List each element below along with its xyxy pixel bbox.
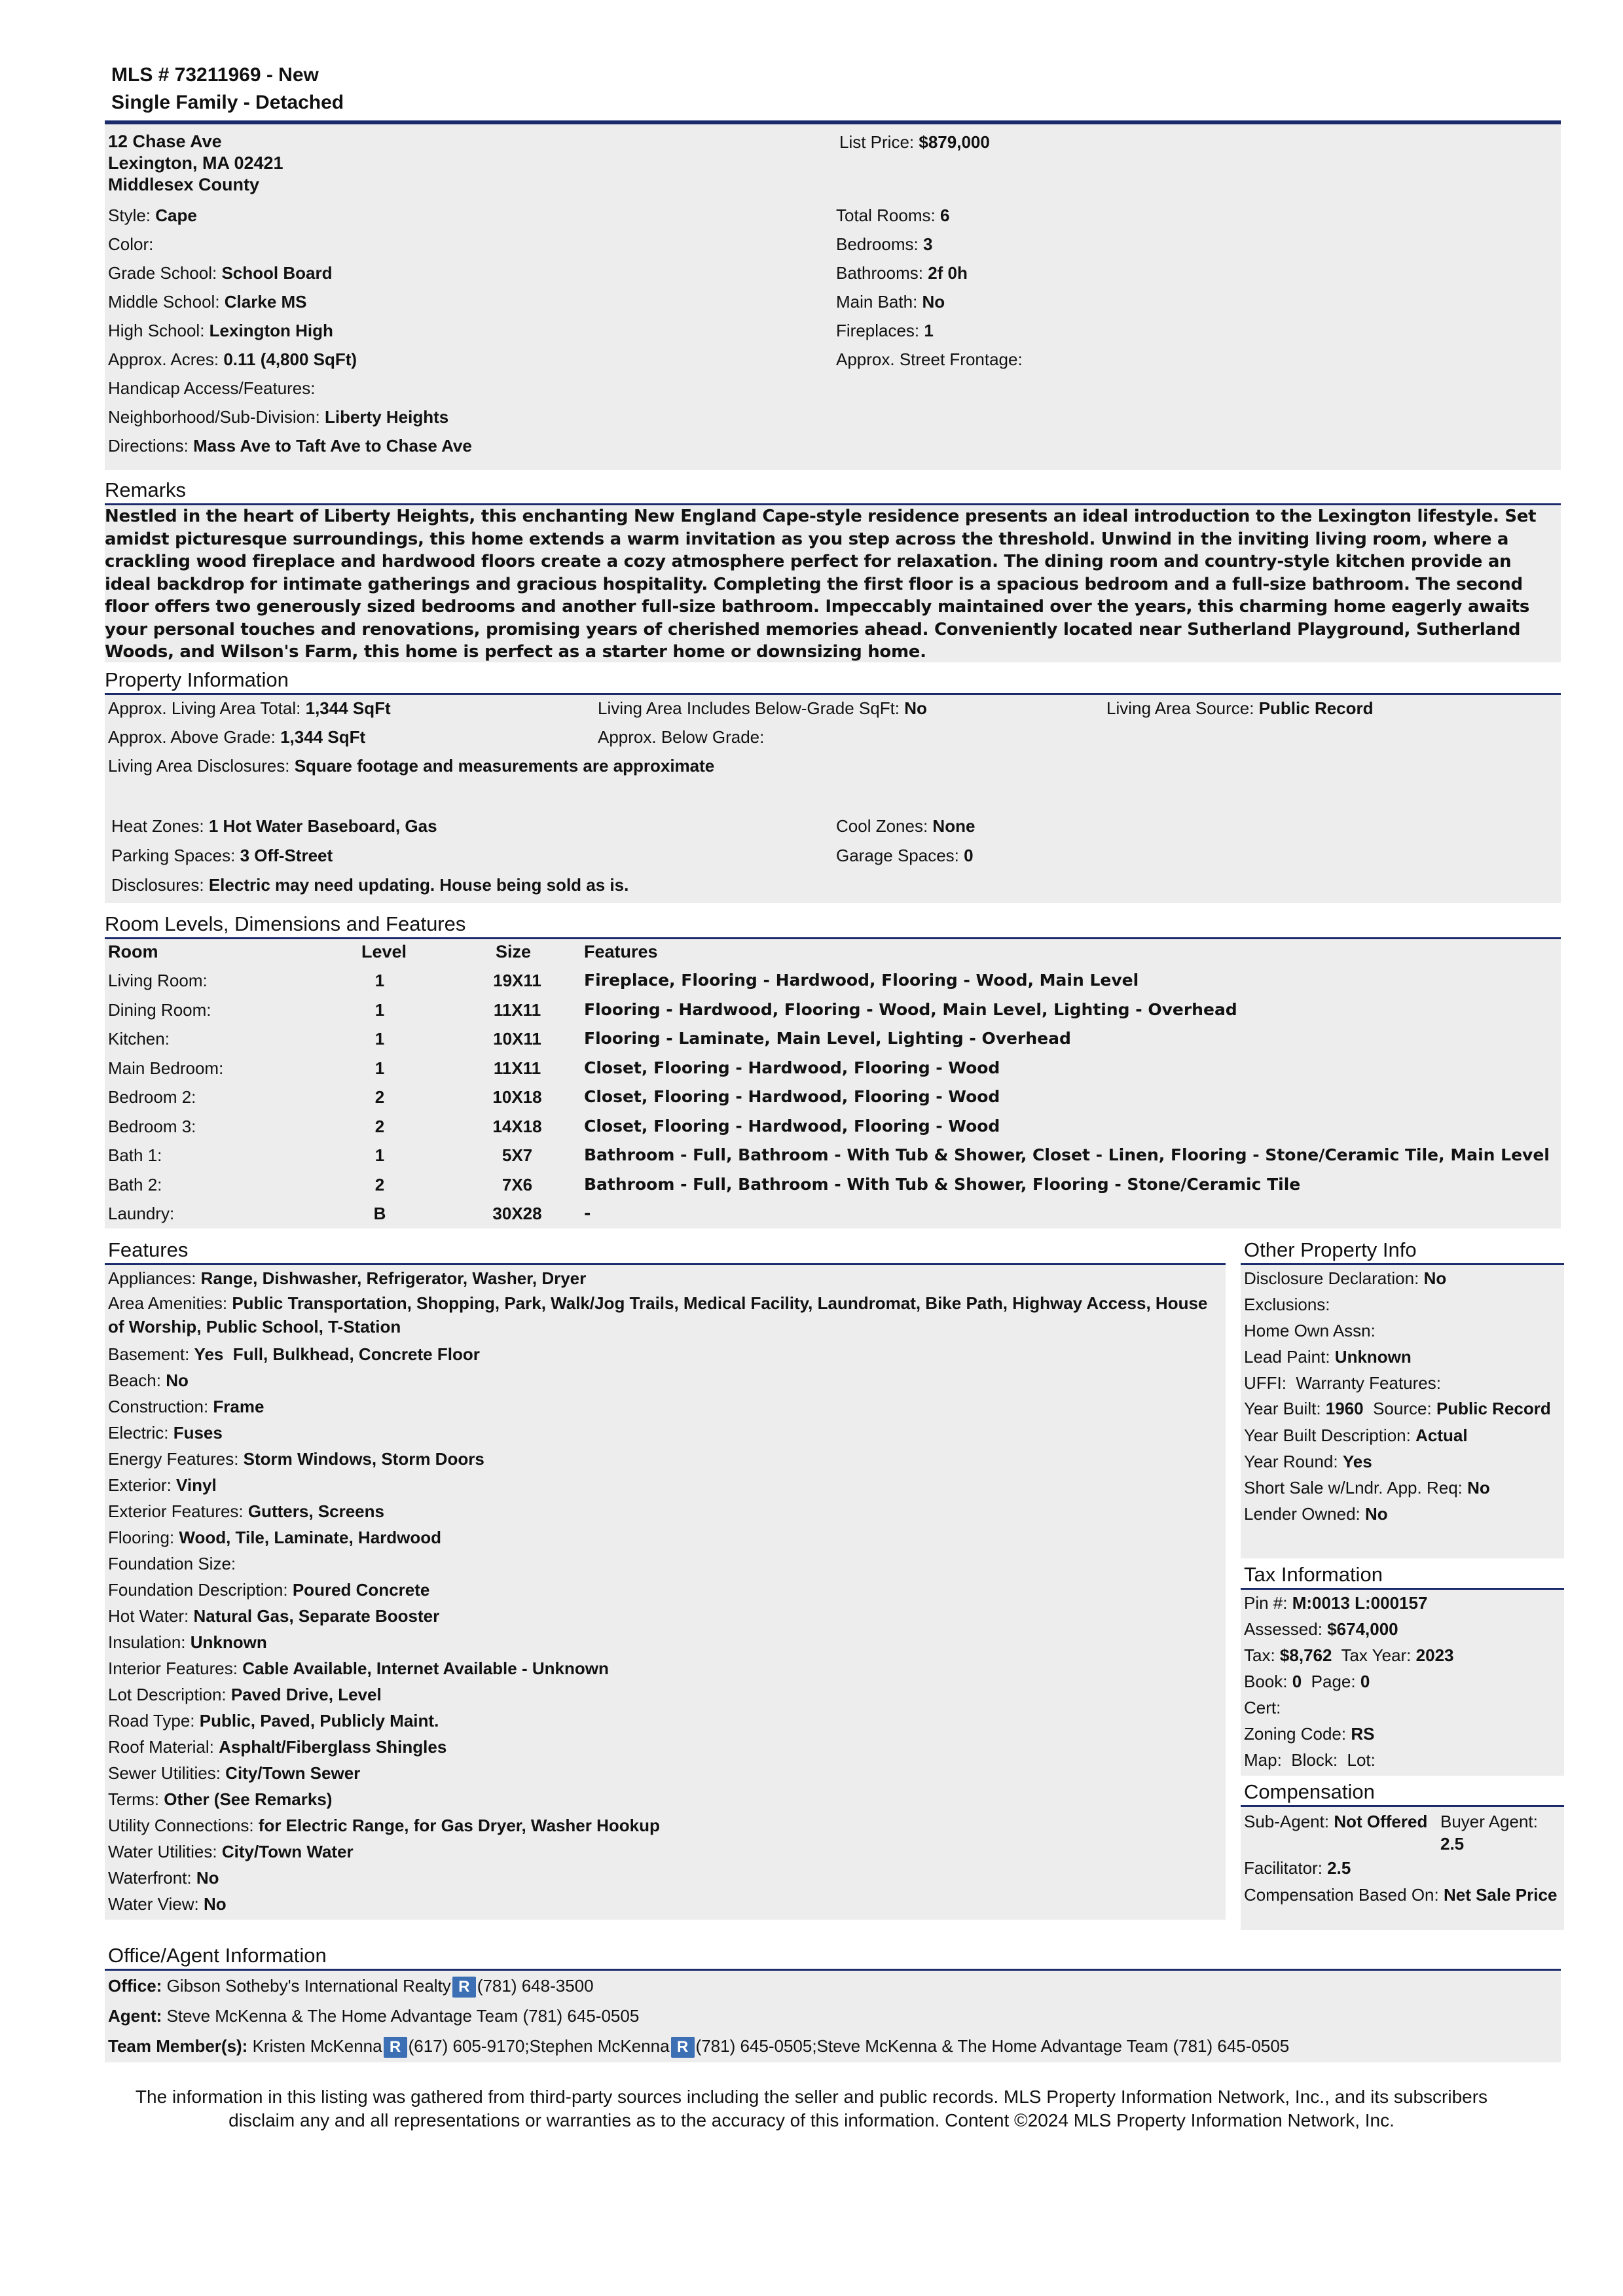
feature-row: Construction: Frame bbox=[108, 1397, 264, 1416]
rooms-header-features: Features bbox=[584, 942, 658, 961]
room-level: 1 bbox=[374, 1145, 385, 1165]
room-features: Closet, Flooring - Hardwood, Flooring - Wood bbox=[584, 1058, 1000, 1077]
cool-zones: Cool Zones: None bbox=[836, 816, 976, 836]
feature-row: Insulation: Unknown bbox=[108, 1632, 267, 1652]
realtor-icon: R bbox=[452, 1977, 476, 1998]
office-name[interactable]: Gibson Sotheby's International Realty bbox=[166, 1976, 451, 1996]
detail-row: Color: bbox=[108, 234, 154, 254]
feature-row: Electric: Fuses bbox=[108, 1423, 223, 1443]
disclaimer-line-2: disclaim any and all representations or warranties as to the accuracy of this information. Content ©2024 MLS Property Information Network, Inc. bbox=[228, 2110, 1395, 2130]
agent-line: Agent: Steve McKenna & The Home Advantage Team (781) 645-0505 bbox=[108, 2006, 640, 2026]
room-size: 14X18 bbox=[492, 1116, 542, 1136]
tax-zoning: Zoning Code: RS bbox=[1244, 1724, 1375, 1744]
feature-row: Exterior Features: Gutters, Screens bbox=[108, 1501, 384, 1521]
team-member[interactable]: (617) 605-9170;Stephen McKenna bbox=[408, 2036, 670, 2056]
room-level: B bbox=[373, 1204, 386, 1223]
table-row: Laundry: bbox=[108, 1204, 175, 1223]
rooms-header-size: Size bbox=[496, 942, 532, 961]
compensation-title: Compensation bbox=[1244, 1780, 1375, 1803]
county: Middlesex County bbox=[108, 175, 260, 194]
feature-row: Lot Description: Paved Drive, Level bbox=[108, 1685, 382, 1704]
tax-title: Tax Information bbox=[1244, 1563, 1383, 1586]
table-row: Living Room: bbox=[108, 971, 208, 990]
other-info-row: Home Own Assn: bbox=[1244, 1321, 1376, 1340]
room-size: 11X11 bbox=[493, 999, 541, 1020]
tax-assessed: Assessed: $674,000 bbox=[1244, 1619, 1398, 1639]
remarks-text: Nestled in the heart of Liberty Heights, this enchanting New England Cape-style residence presents an ideal introduction to the Lexington lifestyle. Set amidst picturesque surroundings, this home extends a warm invitation as you step across the threshold. Unwind in the inviting living room, where a crackling wood fireplace and hardwood floors create a cozy atmosphere perfect for relaxation. The dining room and country-style kitchen provide an ideal backdrop for intimate gatherings and gracious hospitality. Completing the first floor is a spacious bedroom and a full-size bathroom. The second floor offers two generously sized bedrooms and another full-size bathroom. Impeccably maintained over the years, this charming home eagerly awaits your personal touches and renovations, promising years of cherished memories ahead. Conveniently located near Sutherland Playground, Sutherland Woods, and Wilson's Farm, this home is perfect as a starter home or downsizing home. bbox=[105, 507, 1537, 662]
other-info-row: Short Sale w/Lndr. App. Req: No bbox=[1244, 1478, 1490, 1498]
rooms-title: Room Levels, Dimensions and Features bbox=[105, 912, 466, 935]
detail-row: Directions: Mass Ave to Taft Ave to Chase Ave bbox=[108, 436, 472, 456]
feature-row: Area Amenities: Public Transportation, Shopping, Park, Walk/Jog Trails, Medical Facility, Laundromat, Bike Path, Highway Access, House of Worship, Public School, T-Station bbox=[108, 1293, 1208, 1336]
tax-list bbox=[1244, 1590, 1561, 1773]
mls-number: MLS # 73211969 - New bbox=[111, 64, 319, 86]
room-features: Flooring - Hardwood, Flooring - Wood, Main Level, Lighting - Overhead bbox=[584, 999, 1237, 1019]
above-grade: Approx. Above Grade: 1,344 SqFt bbox=[108, 727, 366, 747]
detail-row: Handicap Access/Features: bbox=[108, 378, 316, 398]
team-member[interactable]: Kristen McKenna bbox=[252, 2036, 382, 2056]
room-features: Bathroom - Full, Bathroom - With Tub & Shower, Flooring - Stone/Ceramic Tile bbox=[584, 1174, 1301, 1194]
table-row: Kitchen: bbox=[108, 1029, 170, 1049]
room-level: 2 bbox=[374, 1116, 385, 1136]
feature-row: Interior Features: Cable Available, Internet Available - Unknown bbox=[108, 1659, 609, 1678]
features-title: Features bbox=[108, 1238, 189, 1261]
realtor-icon: R bbox=[671, 2037, 695, 2058]
feature-row: Road Type: Public, Paved, Publicly Maint. bbox=[108, 1711, 439, 1731]
property-info-title: Property Information bbox=[105, 668, 289, 691]
room-size: 10X18 bbox=[492, 1087, 542, 1107]
detail-row: Grade School: School Board bbox=[108, 263, 333, 283]
room-level: 1 bbox=[374, 999, 385, 1020]
room-features: Flooring - Laminate, Main Level, Lighting - Overhead bbox=[584, 1029, 1071, 1048]
detail-row: Approx. Acres: 0.11 (4,800 SqFt) bbox=[108, 350, 357, 369]
tax-pin: Pin #: M:0013 L:000157 bbox=[1244, 1593, 1428, 1613]
room-size: 19X11 bbox=[493, 971, 541, 990]
disclaimer-line-1: The information in this listing was gathered from third-party sources including the seller and public records. MLS Property Information Network, Inc., and its subscribers bbox=[135, 2087, 1488, 2107]
rooms-col-size bbox=[471, 966, 563, 1229]
room-level: 1 bbox=[374, 971, 385, 990]
garage-spaces: Garage Spaces: 0 bbox=[836, 846, 974, 865]
detail-row: Fireplaces: 1 bbox=[836, 321, 934, 340]
feature-row: Water View: No bbox=[108, 1894, 227, 1914]
list-price: List Price: $879,000 bbox=[839, 132, 990, 152]
detail-row: Bathrooms: 2f 0h bbox=[836, 263, 968, 283]
rooms-header-level: Level bbox=[361, 942, 407, 961]
room-features: - bbox=[584, 1204, 591, 1223]
table-row: Main Bedroom: bbox=[108, 1058, 224, 1078]
room-size: 30X28 bbox=[492, 1204, 542, 1223]
other-info-row: Disclosure Declaration: No bbox=[1244, 1268, 1447, 1288]
feature-row: Terms: Other (See Remarks) bbox=[108, 1789, 333, 1809]
features-list bbox=[108, 1265, 1221, 1917]
feature-row: Energy Features: Storm Windows, Storm Doors bbox=[108, 1449, 484, 1469]
tax-book-page: Book: 0 Page: 0 bbox=[1244, 1672, 1370, 1691]
feature-row: Water Utilities: City/Town Water bbox=[108, 1842, 354, 1861]
address-block bbox=[108, 131, 283, 196]
table-row: Bath 1: bbox=[108, 1145, 162, 1165]
living-area-total: Approx. Living Area Total: 1,344 SqFt bbox=[108, 698, 391, 718]
detail-row: Neighborhood/Sub-Division: Liberty Heights bbox=[108, 407, 449, 427]
remarks-title: Remarks bbox=[105, 478, 187, 501]
room-level: 1 bbox=[374, 1029, 385, 1049]
feature-row: Hot Water: Natural Gas, Separate Booster bbox=[108, 1606, 440, 1626]
room-features: Closet, Flooring - Hardwood, Flooring - Wood bbox=[584, 1087, 1000, 1106]
details-left bbox=[108, 201, 472, 460]
street-address: 12 Chase Ave bbox=[108, 132, 222, 151]
other-info-row: Year Built: 1960 Source: Public Record bbox=[1244, 1399, 1551, 1418]
detail-row: High School: Lexington High bbox=[108, 321, 333, 340]
other-info-row: Exclusions: bbox=[1244, 1295, 1330, 1314]
other-info-title: Other Property Info bbox=[1244, 1238, 1417, 1261]
rooms-header-room: Room bbox=[108, 942, 158, 961]
room-features: Fireplace, Flooring - Hardwood, Flooring - Wood, Main Level bbox=[584, 971, 1139, 990]
living-area-disclosures: Living Area Disclosures: Square footage and measurements are approximate bbox=[108, 756, 715, 776]
realtor-icon: R bbox=[384, 2037, 407, 2058]
rooms-col-features bbox=[584, 966, 1550, 1229]
table-row: Bedroom 2: bbox=[108, 1087, 196, 1107]
room-level: 2 bbox=[374, 1087, 385, 1107]
table-row: Bedroom 3: bbox=[108, 1116, 196, 1136]
tax-cert: Cert: bbox=[1244, 1698, 1281, 1717]
office-title: Office/Agent Information bbox=[108, 1944, 327, 1967]
buyer-agent: Buyer Agent: 2.5 bbox=[1440, 1812, 1538, 1854]
room-features: Closet, Flooring - Hardwood, Flooring - Wood bbox=[584, 1116, 1000, 1136]
feature-row: Foundation Size: bbox=[108, 1554, 236, 1573]
living-area-below-grade: Living Area Includes Below-Grade SqFt: No bbox=[598, 698, 927, 718]
disclosures: Disclosures: Electric may need updating. House being sold as is. bbox=[111, 875, 629, 895]
other-info-row: UFFI: Warranty Features: bbox=[1244, 1373, 1441, 1393]
other-info-row: Lender Owned: No bbox=[1244, 1504, 1388, 1524]
tax-map: Map: Block: Lot: bbox=[1244, 1750, 1376, 1770]
detail-row: Middle School: Clarke MS bbox=[108, 292, 307, 312]
compensation-based-on: Compensation Based On: Net Sale Price bbox=[1244, 1885, 1558, 1905]
team-members-line: Team Member(s): Kristen McKenna R (617) 605-9170;Stephen McKenna R (781) 645-0505;Steve McKenna & The Home Advantage Team (781) 645-0505 bbox=[108, 2032, 1289, 2060]
room-size: 11X11 bbox=[493, 1058, 541, 1078]
room-size: 5X7 bbox=[501, 1145, 533, 1165]
other-info-row: Year Round: Yes bbox=[1244, 1452, 1372, 1471]
heat-zones: Heat Zones: 1 Hot Water Baseboard, Gas bbox=[111, 816, 437, 836]
detail-row: Style: Cape bbox=[108, 206, 197, 225]
tax-amount: Tax: $8,762 Tax Year: 2023 bbox=[1244, 1645, 1454, 1665]
detail-row: Approx. Street Frontage: bbox=[836, 350, 1023, 369]
feature-row: Sewer Utilities: City/Town Sewer bbox=[108, 1763, 361, 1783]
parking-spaces: Parking Spaces: 3 Off-Street bbox=[111, 846, 333, 865]
room-size: 10X11 bbox=[493, 1029, 541, 1049]
detail-row: Bedrooms: 3 bbox=[836, 234, 933, 254]
feature-row: Flooring: Wood, Tile, Laminate, Hardwood bbox=[108, 1528, 442, 1547]
rooms-col-level bbox=[367, 966, 393, 1229]
feature-row: Waterfront: No bbox=[108, 1868, 219, 1888]
feature-row: Basement: Yes Full, Bulkhead, Concrete Floor bbox=[108, 1344, 480, 1364]
feature-row: Appliances: Range, Dishwasher, Refrigerator, Washer, Dryer bbox=[108, 1268, 587, 1288]
other-info-row: Year Built Description: Actual bbox=[1244, 1426, 1468, 1445]
room-size: 7X6 bbox=[501, 1174, 533, 1194]
sub-agent: Sub-Agent: Not Offered bbox=[1244, 1812, 1428, 1831]
feature-row: Exterior: Vinyl bbox=[108, 1475, 217, 1495]
other-info-row: Lead Paint: Unknown bbox=[1244, 1347, 1412, 1367]
disclaimer bbox=[52, 2085, 1571, 2132]
team-member[interactable]: (781) 645-0505;Steve McKenna & The Home Advantage Team (781) 645-0505 bbox=[695, 2036, 1290, 2056]
room-level: 2 bbox=[374, 1174, 385, 1194]
feature-row: Foundation Description: Poured Concrete bbox=[108, 1580, 430, 1600]
living-area-source: Living Area Source: Public Record bbox=[1106, 698, 1374, 718]
table-row: Dining Room: bbox=[108, 999, 211, 1020]
feature-row: Utility Connections: for Electric Range, for Gas Dryer, Washer Hookup bbox=[108, 1816, 660, 1835]
agent-name[interactable]: Steve McKenna & The Home Advantage Team (781) 645-0505 bbox=[166, 2006, 640, 2026]
room-level: 1 bbox=[374, 1058, 385, 1078]
detail-row: Total Rooms: 6 bbox=[836, 206, 950, 225]
property-type: Single Family - Detached bbox=[111, 92, 344, 113]
feature-row: Roof Material: Asphalt/Fiberglass Shingles bbox=[108, 1737, 447, 1757]
city-state-zip: Lexington, MA 02421 bbox=[108, 153, 283, 173]
details-right bbox=[836, 201, 1023, 374]
feature-row: Beach: No bbox=[108, 1371, 189, 1390]
office-phone[interactable]: (781) 648-3500 bbox=[477, 1976, 594, 1996]
rooms-col-room bbox=[108, 966, 223, 1229]
room-features: Bathroom - Full, Bathroom - With Tub & Shower, Closet - Linen, Flooring - Stone/Ceramic Tile, Main Level bbox=[584, 1145, 1550, 1164]
office-line: Office: Gibson Sotheby's International Realty R (781) 648-3500 bbox=[108, 1971, 594, 2000]
table-row: Bath 2: bbox=[108, 1174, 162, 1194]
other-info-list bbox=[1244, 1265, 1561, 1527]
detail-row: Main Bath: No bbox=[836, 292, 945, 312]
below-grade: Approx. Below Grade: bbox=[598, 727, 765, 747]
facilitator: Facilitator: 2.5 bbox=[1244, 1858, 1351, 1878]
